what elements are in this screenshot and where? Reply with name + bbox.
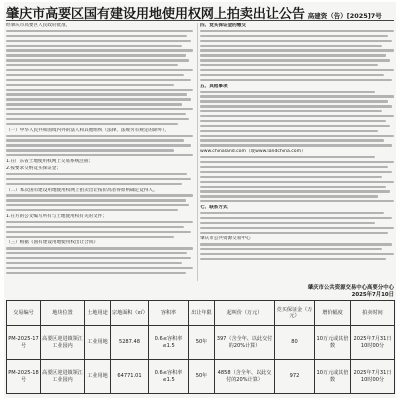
land-parcel-table (6, 300, 395, 394)
illegible-text-line (200, 45, 382, 47)
signature-date: 2025年7月10日 (351, 292, 394, 298)
illegible-text-line (6, 204, 189, 206)
illegible-text-line (6, 35, 187, 37)
body-left-paragraph: （一）中华人民共和国境内外的法人和其他组织（法律、法规另有规定的除外）， (6, 127, 170, 133)
table-header-cell: 容积率 (149, 301, 189, 326)
illegible-text-line (200, 40, 392, 42)
illegible-text-line (6, 267, 193, 269)
illegible-text-line (6, 108, 193, 110)
table-cell: 64771.01 (111, 360, 149, 394)
illegible-text-line (6, 113, 186, 115)
body-right-paragraph: 七、联系方式 (200, 205, 228, 211)
illegible-text-line (200, 125, 390, 127)
illegible-text-line (6, 236, 174, 238)
illegible-text-line (200, 171, 392, 173)
illegible-text-line (200, 35, 388, 37)
illegible-text-line (200, 49, 394, 51)
illegible-text-line (200, 176, 382, 178)
illegible-text-line (200, 130, 378, 132)
body-left-paragraph: 2.按要求交纳竞买保证金； (6, 165, 61, 171)
header-rule (6, 20, 394, 21)
illegible-text-line (200, 79, 392, 81)
notice-header (6, 3, 394, 22)
body-left-paragraph: 1.在广东省土地使用权网上交易系统注册； (6, 159, 94, 165)
table-cell: 高要区迎进镇领江工业园内 (41, 326, 85, 360)
table-header-cell: 增价幅度 (315, 301, 351, 326)
table-cell: PM-2025-17号 (7, 326, 41, 360)
illegible-text-line (200, 59, 390, 61)
illegible-text-line (200, 248, 382, 250)
illegible-text-line (6, 257, 191, 259)
illegible-text-line (6, 209, 178, 211)
illegible-text-line (6, 54, 186, 56)
illegible-text-line (200, 144, 392, 146)
table-row (7, 360, 395, 394)
table-header-cell: 地块位置 (41, 301, 85, 326)
illegible-text-line (200, 135, 394, 137)
illegible-text-line (6, 59, 189, 61)
table-cell: 工业用地 (85, 360, 111, 394)
illegible-text-line (200, 166, 388, 168)
illegible-text-line (6, 178, 191, 180)
illegible-text-line (6, 103, 182, 105)
illegible-text-line (200, 120, 386, 122)
table-cell: 80 (275, 326, 315, 360)
signature-organization: 肇庆市公共资源交易中心高要分中心 (307, 285, 394, 291)
table-header-row (7, 301, 395, 326)
illegible-text-line (200, 258, 386, 260)
illegible-text-line (200, 200, 394, 202)
illegible-text-line (6, 30, 193, 32)
illegible-text-line (6, 262, 182, 264)
table-cell: 397（含全年、以此交付的20%计算） (215, 326, 275, 360)
illegible-text-line (6, 89, 193, 91)
illegible-text-line (6, 98, 191, 100)
illegible-text-line (200, 139, 384, 141)
body-left-paragraph: （三）根据《国有建设用地使用权出让合同》 (6, 240, 98, 246)
illegible-text-line (200, 227, 394, 229)
auction-notice (4, 2, 396, 398)
illegible-text-line (200, 105, 392, 107)
illegible-text-line (200, 95, 394, 97)
illegible-text-line (6, 135, 193, 137)
table-cell: 10万元或其倍数 (315, 326, 351, 360)
table-cell: 972 (275, 360, 315, 394)
illegible-text-line (200, 74, 384, 76)
illegible-text-line (200, 190, 390, 192)
notice-body-left (6, 23, 193, 283)
illegible-text-line (200, 30, 394, 32)
illegible-text-line (6, 79, 191, 81)
illegible-text-line (6, 149, 174, 151)
illegible-text-line (6, 231, 191, 233)
body-left-paragraph: （二）本次国有建设用地使用权网上拍卖出让按价高者得原则确定竞得人。 (6, 187, 158, 193)
illegible-text-line (6, 93, 187, 95)
table-cell: 高要区迎进镇领江工业园内 (41, 360, 85, 394)
illegible-text-line (200, 181, 394, 183)
illegible-text-line (6, 45, 182, 47)
table-cell: 5287.48 (111, 326, 149, 360)
table-cell: 工业用地 (85, 326, 111, 360)
table-cell: 10万元或其倍数 (315, 360, 351, 394)
signature-block (204, 285, 394, 299)
illegible-text-line (200, 195, 378, 197)
table-body (7, 326, 395, 394)
body-right-paragraph: 五、其他事项 (200, 83, 228, 89)
body-left-paragraph: 1.在方的公文编写所有与土地使用权有关的文件； (6, 213, 107, 219)
illegible-text-line (6, 144, 191, 146)
table-header-cell: 交易编号 (7, 301, 41, 326)
illegible-text-line (200, 253, 394, 255)
illegible-text-line (200, 156, 375, 158)
illegible-text-line (6, 247, 193, 249)
notice-body-right (200, 23, 394, 283)
table-row (7, 326, 395, 360)
illegible-text-line (6, 194, 193, 196)
illegible-text-line (200, 161, 394, 163)
table-cell: PM-2025-18号 (7, 360, 41, 394)
illegible-text-line (200, 110, 382, 112)
illegible-text-line (6, 272, 186, 274)
table-cell: 0.6≤容积率≤1.5 (149, 360, 189, 394)
illegible-text-line (200, 91, 375, 93)
illegible-text-line (6, 118, 189, 120)
notice-document-number: 高建资（告）[2025]7号 (307, 12, 382, 20)
illegible-text-line (6, 252, 187, 254)
illegible-text-line (6, 49, 193, 51)
illegible-text-line (6, 84, 174, 86)
illegible-text-line (200, 186, 386, 188)
illegible-text-line (6, 40, 191, 42)
table-cell: 50年 (189, 326, 215, 360)
body-left-paragraph: 经肇庆市高要区人民政府批准， (6, 23, 71, 28)
table-header-cell: 拍卖时间 (351, 301, 395, 326)
table-header-cell: 土地用途 (85, 301, 111, 326)
illegible-text-line (200, 222, 375, 224)
column-divider (197, 23, 198, 281)
illegible-text-line (200, 64, 378, 66)
illegible-text-line (6, 74, 184, 76)
illegible-text-line (6, 139, 184, 141)
table-cell: 0.6≤容积率≤1.5 (149, 326, 189, 360)
table-cell: 50年 (189, 360, 215, 394)
illegible-text-line (6, 69, 193, 71)
table-header-cell: 起叫价（万元） (215, 301, 275, 326)
illegible-text-line (6, 221, 193, 223)
illegible-text-line (6, 226, 184, 228)
table-header-cell: 竞买保证金（万元） (275, 301, 315, 326)
illegible-text-line (200, 54, 386, 56)
illegible-text-line (200, 100, 388, 102)
illegible-text-line (6, 64, 178, 66)
table-header-cell: 出让年限 (189, 301, 215, 326)
illegible-text-line (6, 173, 187, 175)
illegible-text-line (6, 199, 186, 201)
body-right-paragraph: www.chinaland.com（或www.landchina.com） (200, 149, 306, 155)
illegible-text-line (6, 154, 193, 156)
illegible-text-line (200, 115, 394, 117)
illegible-text-line (200, 217, 392, 219)
illegible-text-line (200, 232, 388, 234)
body-right-paragraph: 四、竞买保证金的缴交 (200, 23, 246, 28)
body-right-paragraph: 肇庆市公共资源交易中心 (200, 236, 251, 242)
table-cell: 2025年7月31日10时00分 (351, 360, 395, 394)
table-header-cell: 宗地面积（㎡） (111, 301, 149, 326)
table-cell: 2025年7月31日10时00分 (351, 326, 395, 360)
illegible-text-line (6, 183, 182, 185)
table-cell: 4858（含全年、以此交付的20%计算） (215, 360, 275, 394)
illegible-text-line (200, 243, 392, 245)
illegible-text-line (200, 212, 384, 214)
illegible-text-line (200, 69, 394, 71)
notice-title: 肇庆市高要区国有建设用地使用权网上拍卖出让公告 (6, 7, 305, 22)
illegible-text-line (6, 123, 178, 125)
